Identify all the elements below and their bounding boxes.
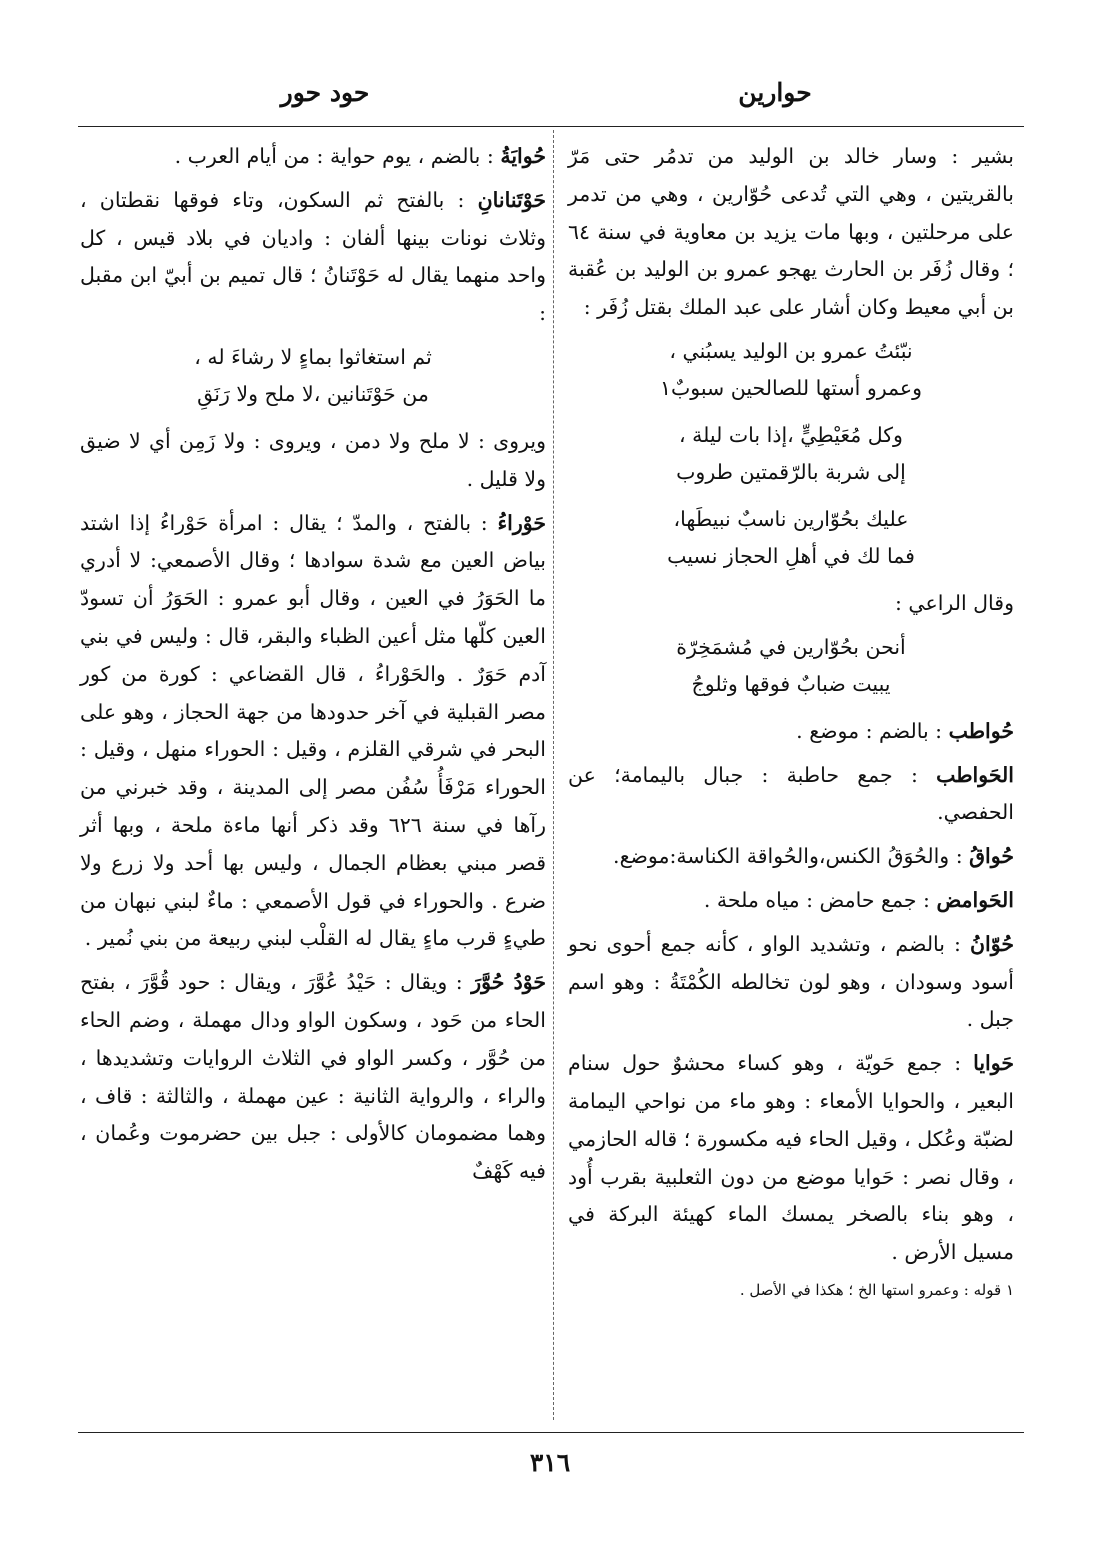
entry-text: : والحُوَقُ الكنس،والحُواقة الكناسة:موضع. [613, 844, 970, 869]
entry-text: : بالضم : موضع . [796, 718, 949, 743]
running-header-right: حوارين [738, 78, 812, 107]
dictionary-entry [568, 882, 1014, 920]
right-column [568, 138, 1014, 1308]
dictionary-entry [568, 1045, 1014, 1272]
dictionary-entry [80, 505, 546, 959]
page-number: ٣١٦ [529, 1448, 571, 1477]
paragraph: ويروى : لا ملح ولا دمن ، ويروى : ولا زَمِن أي لا ضيق ولا قليل . [80, 428, 546, 491]
entry-headword: حُوايَةُ [500, 144, 546, 168]
verse-line: من حَوْتَنانين ،لا ملح ولا رَنَقِ [197, 381, 429, 406]
entry-headword: حَوْدُ حُوَّرَ [471, 970, 546, 995]
entry-text: : بالفتح ثم السكون، وتاء فوقها نقطتان ، وثلاث نونات بينها ألفان : واديان في بلاد قيس ، كل واحد منهما يقال له حَوْتَنانُ ؛ قال تميم بن أبيّ ابن مقبل : [80, 187, 546, 326]
entry-text: : بالضم ، يوم حواية : من أيام العرب . [174, 144, 501, 168]
entry-text: : بالفتح ، والمدّ ؛ يقال : امرأة حَوْراءُ إذا اشتد بياض العين مع شدة سوادها ؛ وقال الأصمعي: لا أدري ما الحَوَرُ في العين ، وقال أبو عمرو : الحَوَرُ أن تسودّ العين كلّها مثل أعين الظباء والبقر، قال : وليس في بني آدم حَوَرٌ . والحَوْراءُ ، قال القضاعي : كورة من كور مصر القبلية في آخر حدودها من جهة الحجاز ، وهو على البحر في شرقي القلزم ، وقيل : الحوراء منهل ، وقيل : الحوراء مَرْفَأُ سُفُن مصر إلى المدينة ، وقد خبرني من رآها في سنة ٦٢٦ وقد ذكر أنها ماءة ملحة ، وبها أثر قصر مبني بعظام الجمال ، وليس بها أحد ولا زرع ولا ضرع . والحوراء في قول الأصمعي : ماءٌ لبني نبهان من طيءٍ قرب ماءٍ يقال له القلْب لبني ربيعة من بني نُمير . [80, 510, 546, 951]
dictionary-entry [80, 182, 546, 333]
entry-text: : جمع حَويّة ، وهو كساء محشوٌ حول سنام البعير ، والحوايا الأمعاء : وهو ماء من نواحي اليمامة لضبّة وعُكل ، وقيل الحاء فيه مكسورة ؛ قاله الحازمي ، وقال نصر : حَوايا موضع من دون الثعلبية بقرب أُود ، وهو بناء بالصخر يمسك الماء كهيئة البركة في مسيل الأرض . [568, 1051, 1014, 1265]
dictionary-entry [80, 138, 546, 176]
dictionary-entry [568, 838, 1014, 876]
dictionary-entry [568, 713, 1014, 751]
dictionary-entry [568, 757, 1014, 833]
verse-block [568, 501, 1014, 575]
entry-headword: حُوّانُ [969, 931, 1014, 956]
running-header-left: حود حور [280, 78, 370, 107]
dictionary-entry [80, 964, 546, 1191]
verse-line: يبيت ضبابٌ فوقها وثلوجُ [691, 671, 891, 696]
verse-line: وعمرو أستها للصالحين سبوبٌ١ [659, 375, 923, 400]
entry-text: : جمع حامض : مياه ملحة . [703, 887, 937, 912]
entry-headword: حَوْتَنانانِ [477, 187, 546, 212]
entry-headword: حَوايا [973, 1051, 1014, 1076]
column-divider [553, 130, 554, 1420]
header-rule [78, 126, 1024, 127]
entry-headword: الحَوامض [936, 887, 1014, 912]
dictionary-entry [568, 926, 1014, 1039]
verse-block [568, 629, 1014, 703]
entry-headword: حُواطب [948, 718, 1014, 743]
verse-line: أنحن بحُوّارين في مُشمَخِرّة [676, 634, 906, 659]
verse-line: فما لك في أهلِ الحجاز نسيب [667, 543, 915, 568]
entry-text: : ويقال : حَيْدُ عُوَّرَ ، ويقال : حود قُوَّرَ ، بفتح الحاء من حَود ، وسكون الواو ودال مهملة ، وضم الحاء من حُوَّر ، وكسر الواو في الثلاث الروايات وتشديدها ، والراء ، والرواية الثانية : عين مهملة ، والثالثة : قاف ، وهما مضمومان كالأولى : جبل بين حضرموت وعُمان ، فيه كَهْفٌ [80, 970, 546, 1184]
verse-line: ثم استغاثوا بماءٍ لا رشاءَ له ، [194, 344, 432, 369]
footnote: ١ قوله : وعمرو استها الخ ؛ هكذا في الأصل . [739, 1280, 1014, 1299]
paragraph: وقال الراعي : [894, 590, 1014, 615]
entry-text: : جمع حاطبة : جبال باليمامة؛ عن الحفصي. [568, 762, 1014, 825]
verse-block [568, 333, 1014, 407]
entry-continuation: بشير : وسار خالد بن الوليد من تدمُر حتى مَرّ بالقريتين ، وهي التي تُدعى حُوّارين ، وهي من تدمر على مرحلتين ، وبها مات يزيد بن معاوية في سنة ٦٤ ؛ وقال زُفَر بن الحارث يهجو عمرو بن الوليد بن عُقبة بن أبي معيط وكان أشار على عبد الملك بقتل زُفَر : [568, 144, 1014, 320]
entry-headword: حُواقُ [969, 844, 1014, 869]
entry-text: : بالضم ، وتشديد الواو ، كأنه جمع أحوى نحو أسود وسودان ، وهو لون تخالطه الكُمْتَةُ : وهو اسم جبل . [568, 931, 1014, 1032]
verse-line: نبّئتُ عمرو بن الوليد يسبُني ، [669, 338, 913, 363]
verse-line: إلى شربة بالرّقمتين طروب [676, 459, 906, 484]
left-column [80, 138, 546, 1197]
verse-line: وكل مُعَيْطِيٍّ ،إذا بات ليلة ، [679, 422, 903, 447]
verse-block [568, 417, 1014, 491]
footer-rule [78, 1432, 1024, 1433]
verse-line: عليك بحُوّارين ناسبٌ نبيطَها، [673, 506, 909, 531]
entry-headword: حَوْراءُ [497, 510, 546, 535]
verse-block [80, 339, 546, 413]
entry-headword: الحَواطب [936, 762, 1014, 787]
